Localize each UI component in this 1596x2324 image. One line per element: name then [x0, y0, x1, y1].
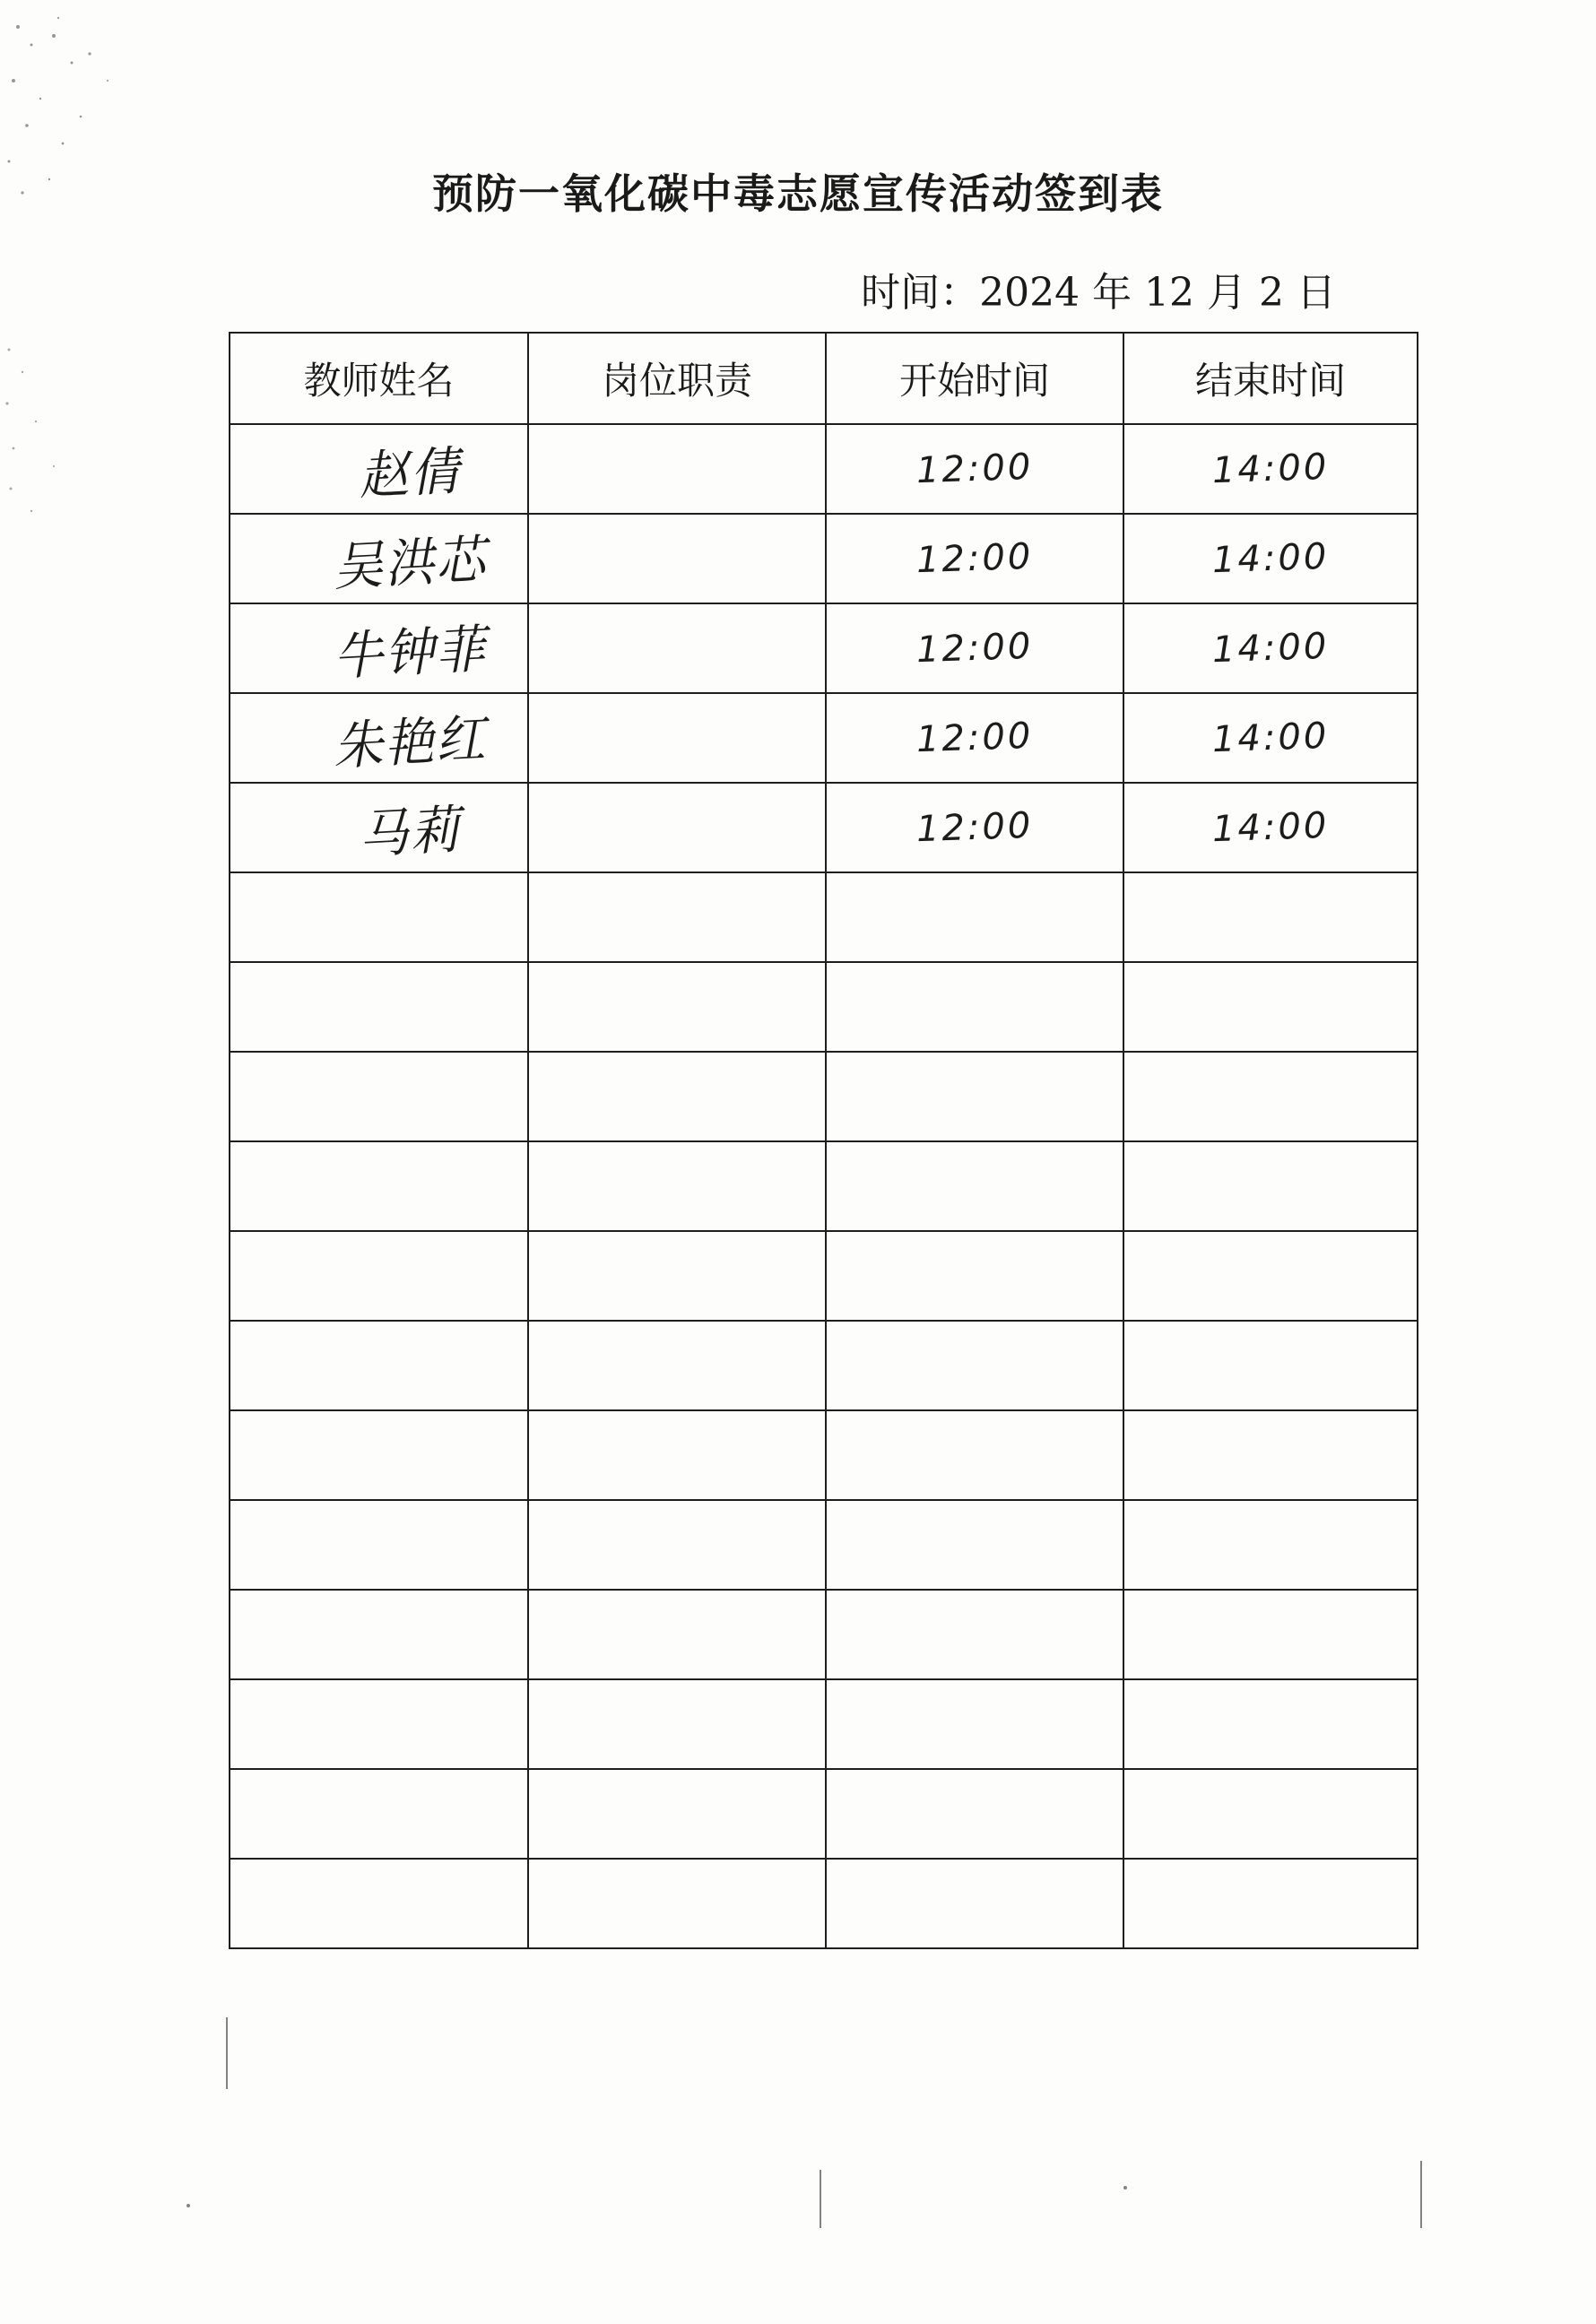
table-row	[230, 962, 1418, 1052]
teacher-name-cell	[230, 1859, 528, 1948]
duty-cell	[528, 1590, 826, 1679]
table-row	[230, 1321, 1418, 1410]
start-time-text: 12:00	[915, 715, 1034, 761]
table-row	[230, 1500, 1418, 1590]
sign-in-table	[229, 332, 1418, 1949]
start-time-cell	[826, 872, 1123, 962]
duty-cell	[528, 1321, 826, 1410]
start-time-cell	[826, 783, 1123, 872]
teacher-name-cell	[230, 962, 528, 1052]
teacher-name-cell	[230, 1141, 528, 1231]
teacher-name-cell	[230, 693, 528, 783]
end-time-text: 14:00	[1211, 446, 1330, 492]
table-row	[230, 872, 1418, 962]
end-time-cell	[1123, 1321, 1418, 1410]
start-time-cell	[826, 1769, 1123, 1859]
teacher-name-cell	[230, 783, 528, 872]
end-time-cell	[1123, 962, 1418, 1052]
date-label: 时间：	[861, 270, 980, 316]
table-row	[230, 424, 1418, 514]
start-time-cell	[826, 1500, 1123, 1590]
teacher-name-cell	[230, 1231, 528, 1321]
header-teacher-name: 教师姓名	[230, 333, 528, 424]
end-time-cell	[1123, 1052, 1418, 1141]
start-time-cell	[826, 1321, 1123, 1410]
teacher-name-text: 马莉	[358, 799, 464, 865]
start-time-cell	[826, 514, 1123, 603]
teacher-name-text: 赵倩	[358, 440, 464, 507]
header-start-time: 开始时间	[826, 333, 1123, 424]
teacher-name-cell	[230, 1321, 528, 1410]
duty-cell	[528, 783, 826, 872]
start-time-text: 12:00	[915, 625, 1034, 672]
duty-cell	[528, 1410, 826, 1500]
end-time-cell	[1123, 1769, 1418, 1859]
teacher-name-cell	[230, 514, 528, 603]
duty-cell	[528, 603, 826, 693]
table-row	[230, 693, 1418, 783]
start-time-text: 12:00	[915, 804, 1034, 851]
date-line	[861, 260, 1336, 317]
start-time-cell	[826, 1679, 1123, 1769]
table-header-row	[230, 333, 1418, 424]
start-time-cell	[826, 1410, 1123, 1500]
teacher-name-cell	[230, 1590, 528, 1679]
duty-cell	[528, 1859, 826, 1948]
teacher-name-cell	[230, 1769, 528, 1859]
end-time-cell	[1123, 1410, 1418, 1500]
teacher-name-cell	[230, 1052, 528, 1141]
end-time-text: 14:00	[1211, 804, 1330, 851]
table-row	[230, 1769, 1418, 1859]
end-time-cell	[1123, 1141, 1418, 1231]
start-time-cell	[826, 1141, 1123, 1231]
scan-noise-left-edge	[0, 332, 108, 529]
end-time-cell	[1123, 1500, 1418, 1590]
end-time-cell	[1123, 424, 1418, 514]
date-value: 2024 年 12 月 2 日	[979, 270, 1336, 316]
table-row	[230, 514, 1418, 603]
start-time-cell	[826, 424, 1123, 514]
duty-cell	[528, 1052, 826, 1141]
table-row	[230, 1052, 1418, 1141]
end-time-cell	[1123, 872, 1418, 962]
teacher-name-cell	[230, 603, 528, 693]
table-row	[230, 1231, 1418, 1321]
end-time-cell	[1123, 1679, 1418, 1769]
end-time-text: 14:00	[1211, 715, 1330, 761]
start-time-cell	[826, 1590, 1123, 1679]
duty-cell	[528, 1500, 826, 1590]
start-time-cell	[826, 603, 1123, 693]
start-time-cell	[826, 962, 1123, 1052]
page-title: 预防一氧化碳中毒志愿宣传活动签到表	[432, 169, 1164, 218]
teacher-name-cell	[230, 872, 528, 962]
scan-marks-bottom	[0, 1999, 1596, 2233]
duty-cell	[528, 962, 826, 1052]
end-time-cell	[1123, 1590, 1418, 1679]
table-row	[230, 783, 1418, 872]
duty-cell	[528, 1769, 826, 1859]
teacher-name-cell	[230, 1679, 528, 1769]
start-time-text: 12:00	[915, 535, 1034, 582]
start-time-cell	[826, 1052, 1123, 1141]
table-row	[230, 1410, 1418, 1500]
duty-cell	[528, 1141, 826, 1231]
teacher-name-cell	[230, 1410, 528, 1500]
header-duty: 岗位职责	[528, 333, 826, 424]
header-end-time: 结束时间	[1123, 333, 1418, 424]
end-time-cell	[1123, 693, 1418, 783]
table-row	[230, 603, 1418, 693]
start-time-cell	[826, 1859, 1123, 1948]
table-row	[230, 1590, 1418, 1679]
duty-cell	[528, 872, 826, 962]
duty-cell	[528, 1679, 826, 1769]
teacher-name-text: 牛钟菲	[332, 618, 489, 688]
start-time-cell	[826, 1231, 1123, 1321]
table-row	[230, 1679, 1418, 1769]
table-row	[230, 1141, 1418, 1231]
end-time-cell	[1123, 1859, 1418, 1948]
teacher-name-cell	[230, 424, 528, 514]
teacher-name-cell	[230, 1500, 528, 1590]
start-time-cell	[826, 693, 1123, 783]
duty-cell	[528, 693, 826, 783]
table-row	[230, 1859, 1418, 1948]
teacher-name-text: 朱艳红	[332, 707, 489, 777]
end-time-cell	[1123, 514, 1418, 603]
start-time-text: 12:00	[915, 446, 1034, 492]
duty-cell	[528, 1231, 826, 1321]
end-time-text: 14:00	[1211, 625, 1330, 672]
duty-cell	[528, 514, 826, 603]
end-time-cell	[1123, 783, 1418, 872]
end-time-text: 14:00	[1211, 535, 1330, 582]
end-time-cell	[1123, 603, 1418, 693]
teacher-name-text: 吴洪芯	[332, 528, 489, 598]
end-time-cell	[1123, 1231, 1418, 1321]
duty-cell	[528, 424, 826, 514]
